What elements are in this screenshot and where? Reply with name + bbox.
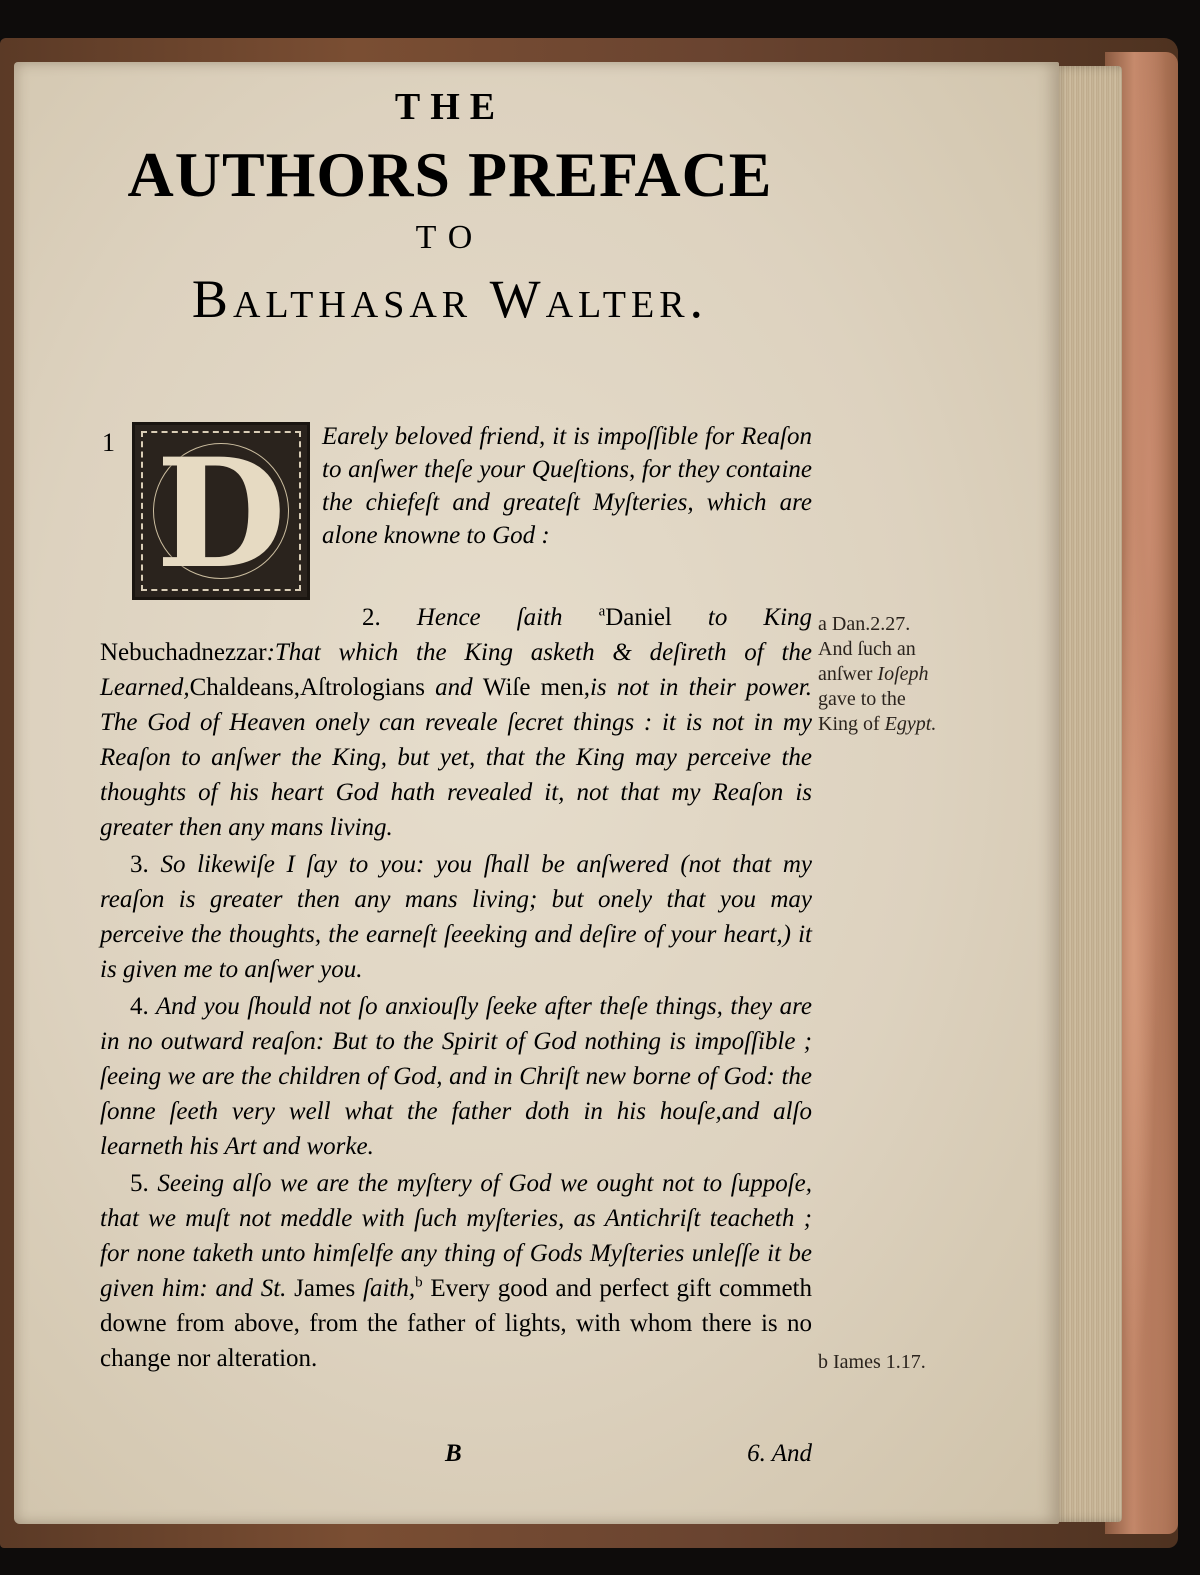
show-through-text [814, 132, 1014, 161]
signature-mark: B [445, 1440, 462, 1467]
footnote-marker-b: b [415, 1274, 423, 1291]
title-to: TO [415, 219, 485, 256]
title-the: THE [394, 86, 506, 128]
paragraph-2-chaldeans: Chaldeans,Aſtrologians [189, 674, 425, 701]
title-block [90, 85, 810, 331]
paragraph-5-saith: ſaith, [363, 1275, 416, 1302]
catchword: 6. And [747, 1440, 812, 1467]
ornamental-drop-cap [132, 422, 310, 600]
page-edges [1052, 66, 1122, 1522]
paragraph-2-text-c: to King [707, 604, 813, 631]
margin-note-a-line4: gave to the [818, 688, 906, 710]
footnote-marker-a: a [598, 603, 606, 620]
paragraph-5-james: James [294, 1275, 356, 1302]
paragraph-2-daniel: Daniel [605, 604, 672, 631]
paragraph-2-wise-men: Wiſe men, [482, 674, 590, 701]
paragraph-4-text: And you ſhould not ſo anxiouſly ſeeke after theſe things, they are in no outward reaſon: But to the Spirit of God nothing is impoſſible ; ſeeing we are the children of God, and in Chriſt new borne of God: the ſonne ſeeth very well what the father doth in his houſe,and alſo learneth his Art and worke. [100, 993, 812, 1160]
paragraph-2-text-e: :That which the King asketh & deſireth of the Learned, [100, 639, 812, 701]
margin-note-a [818, 612, 978, 737]
title-authors-preface: AUTHORS PREFACE [127, 139, 773, 210]
paragraph-2-text-i: is not in their power. The God of Heaven onely can reveale ſecret things : it is not in my Reaſon to anſwer the King, but yet, that the King may perceive the thoughts of his heart God hath revealed it, not that my Reaſon is greater then any mans living. [100, 674, 813, 841]
margin-note-a-ref: a Dan.2.27. [818, 613, 911, 635]
margin-note-a-king: King of [818, 713, 880, 735]
margin-note-a-line2: And ſuch an [818, 638, 916, 660]
paragraph-5 [100, 1166, 812, 1376]
margin-note-a-line3 [818, 662, 978, 687]
paragraph-2-text-a: Hence ſaith [416, 604, 563, 631]
paragraph-3 [100, 847, 812, 987]
margin-note-a-answer: anſwer [818, 663, 873, 685]
margin-note-a-joseph: Ioſeph [877, 663, 929, 685]
paragraph-5-text-a: Seeing alſo we are the myſtery of God we ought not to ſuppoſe, that we muſt not meddle with ſuch myſteries, as Antichriſt teacheth ; for none taketh unto himſelfe any thing of Gods Myſteries unleſſe it be given him: and St. [100, 1170, 812, 1302]
paragraph-2-nebuchadnezzar: Nebuchadnezzar [100, 639, 267, 666]
paragraph-4-number: 4. [130, 993, 149, 1020]
margin-note-b: b Iames 1.17. [818, 1351, 926, 1373]
drop-cap-letter: D [155, 426, 287, 602]
paragraph-3-number: 3. [130, 851, 149, 878]
title-balthasar-walter: Balthasar Walter. [191, 269, 709, 329]
paragraph-2-and: and [435, 674, 473, 701]
margin-note-a-egypt: Egypt. [884, 713, 937, 735]
body-text [100, 600, 812, 1378]
paragraph-2 [100, 600, 812, 845]
intro-paragraph: Earely beloved friend, it is impoſſible for Reaſon to anſwer theſe your Queſtions, for they containe the chiefeſt and greateſt Myſteries, which are alone knowne to God : [322, 423, 812, 549]
paragraph-number-1: 1 [102, 428, 115, 457]
paragraph-5-quote: Every good and perfect gift commeth downe from above, from the father of lights, with whom there is no change nor alteration. [100, 1275, 813, 1372]
margin-note-a-line5 [818, 712, 978, 737]
paragraph-5-number: 5. [130, 1170, 149, 1197]
paragraph-4 [100, 989, 812, 1164]
paragraph-2-number: 2. [362, 604, 381, 631]
paragraph-3-text: So likewiſe I ſay to you: you ſhall be anſwered (not that my reaſon is greater then any mans living; but onely that you may perceive the thoughts, the earneſt ſeeeking and deſire of your heart,) it is given me to anſwer you. [100, 851, 812, 983]
